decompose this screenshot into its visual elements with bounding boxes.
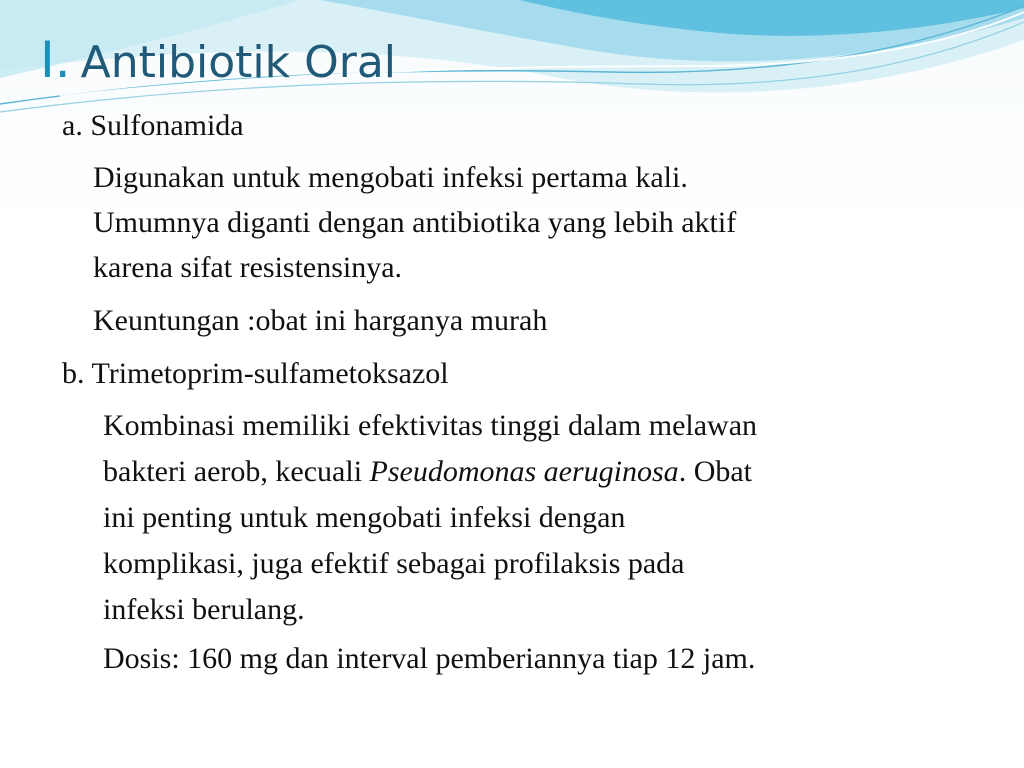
- slide-title: [40, 20, 396, 100]
- organism-name: Pseudomonas aeruginosa: [369, 455, 679, 488]
- section-b-description-line: ini penting untuk mengobati infeksi dengan: [103, 501, 626, 534]
- section-b-description-line: Kombinasi memiliki efektivitas tinggi dalam melawan: [103, 409, 758, 442]
- section-b-description-line: [103, 449, 757, 495]
- title-number: I.: [40, 31, 71, 89]
- section-b-text: bakteri aerob, kecuali: [103, 455, 370, 488]
- section-a-note: Keuntungan :obat ini harganya murah: [93, 304, 548, 337]
- section-b-dosage-note: Dosis: 160 mg dan interval pemberiannya tiap 12 jam.: [103, 642, 756, 675]
- section-b-description: [103, 403, 757, 633]
- section-b-description-line: komplikasi, juga efektif sebagai profilaksis pada: [103, 547, 685, 580]
- title-text: Antibiotik Oral: [80, 37, 397, 88]
- section-a-description-line: karena sifat resistensinya.: [93, 251, 403, 284]
- section-a-description-line: Umumnya diganti dengan antibiotika yang lebih aktif: [93, 206, 737, 239]
- section-b-text: . Obat: [678, 455, 753, 488]
- section-a-heading: a. Sulfonamida: [62, 109, 244, 142]
- section-b-heading: b. Trimetoprim-sulfametoksazol: [62, 357, 449, 390]
- section-b-description-line: infeksi berulang.: [103, 593, 305, 626]
- section-a-description-line: Digunakan untuk mengobati infeksi pertama kali.: [93, 161, 688, 194]
